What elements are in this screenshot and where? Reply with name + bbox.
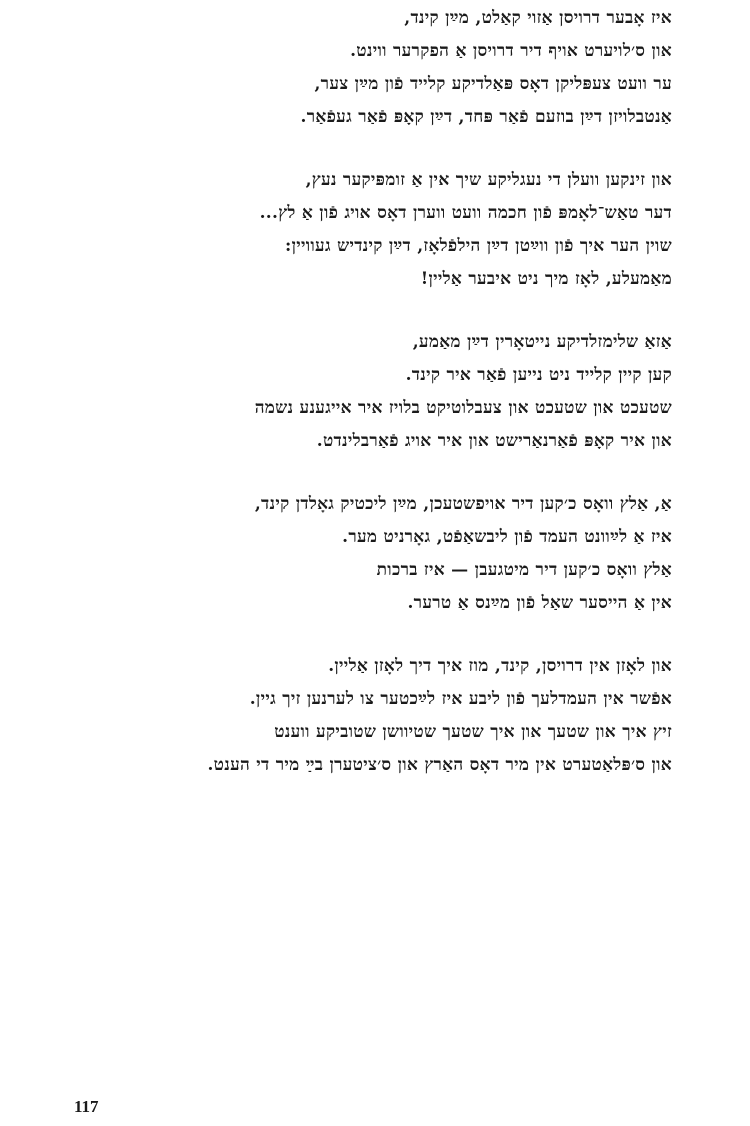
poem-line: ער וועט צעפּליקן דאָס פּאַלדיקע קלייד פֿון מײַן צער, [314,74,672,94]
stanza-5 [52,650,672,782]
poem-line: און ס׳לויערט אויף דיר דרויסן אַ הפקרער ווינט. [350,41,672,61]
poem-line: שטעכט און שטעכט און צעבלוטיקט בלויז איר אייגענע נשמה [254,398,672,418]
poem-line: קען קיין קלייד ניט נייען פֿאַר איר קינד. [405,365,672,385]
poem-line: איז אַ לײַוונט העמד פֿון ליבשאַפֿט, גאָרניט מער. [342,527,672,547]
poem-line: שוין הער איך פֿון ווײַטן דײַן הילפֿלאָז, דײַן קינדיש געוויין: [285,236,672,256]
poem-line: אַ, אַלץ וואָס כ׳קען דיר אויפשטעכן, מײַן ליכטיק גאָלדן קינד, [254,494,672,514]
poem-line: און איר קאָפּ פֿאַרנאַרישט און איר אויג פֿאַרבלינדט. [316,431,672,451]
poem-line: אַנטבלויזן דײַן בוזעם פֿאַר פּחד, דײַן קאָפּ פֿאַר געפֿאַר. [300,107,672,127]
poem-line: דער טאַש־לאָמפּ פֿון חכמה וועט ווערן דאָס אויג פֿון אַ לץ... [259,203,672,223]
poem-line: אַלץ וואָס כ׳קען דיר מיטגעבן — איז ברכות [376,560,672,580]
poem-line: איז אָבער דרויסן אַזוי קאַלט, מײַן קינד, [404,8,672,28]
poem-line: אין אַ הייסער שאַל פֿון מײַנס אַ טרער. [407,593,672,613]
stanza-4 [52,488,672,620]
poem-line: מאַמעלע, לאָז מיך ניט איבער אַליין! [420,269,672,289]
poem-line: און לאָזן אין דרויסן, קינד, מוז איך דיך לאָזן אַליין. [328,656,672,676]
stanza-2 [52,164,672,296]
poem-line: אַזאַ שלימזלדיקע נייטאָרין דײַן מאַמע, [412,332,672,352]
stanza-1 [52,2,672,134]
poem [52,2,672,812]
page-number: 117 [74,1097,99,1116]
poem-line: און זינקען וועלן די נעגליקע שיך אין אַ זומפּיקער נעץ, [305,170,672,190]
stanza-3 [52,326,672,458]
poem-line: און ס׳פּלאַטערט אין מיר דאָס האַרץ און ס׳ציטערן בײַ מיר די הענט. [207,755,672,775]
poem-line: זיץ איך און שטעך און איך שטעך שטיוושן שטוביקע ווענט [274,722,672,742]
poem-line: אפֿשר אין העמדלעך פֿון ליבע איז לײַכטער צו לערנען זיך גיין. [249,689,672,709]
